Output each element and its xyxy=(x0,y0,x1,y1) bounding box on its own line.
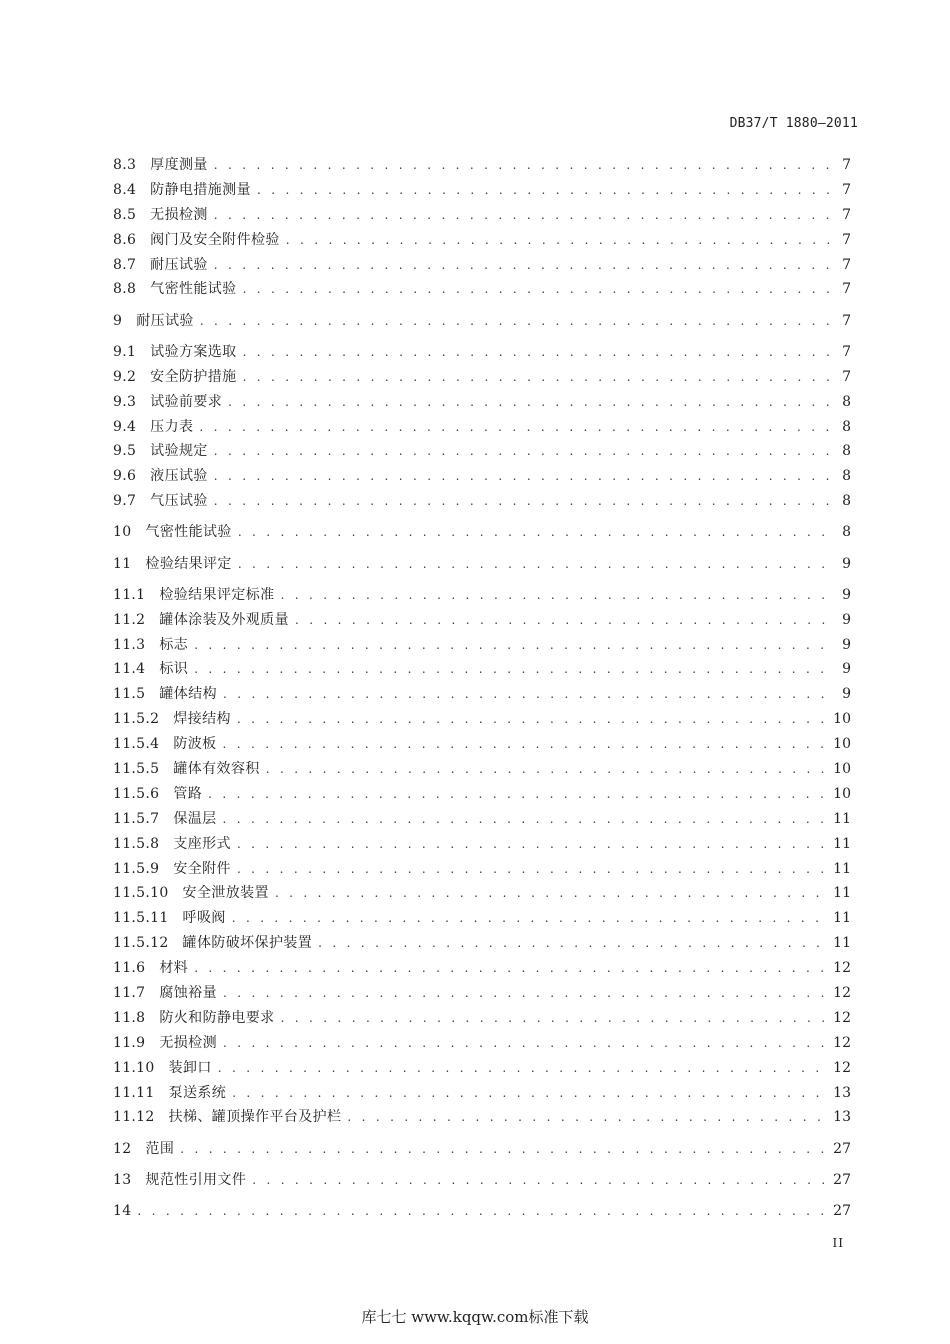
toc-entry-title: 规范性引用文件 xyxy=(145,1171,247,1188)
toc-entry-number: 8.6 xyxy=(113,231,137,248)
toc-entry[interactable] xyxy=(113,1168,851,1193)
toc-entry[interactable] xyxy=(113,489,851,514)
toc-entry-title: 压力表 xyxy=(150,418,194,435)
toc-entry-number: 14 xyxy=(113,1203,132,1219)
toc-entry[interactable] xyxy=(113,253,851,278)
toc-entry[interactable] xyxy=(113,1199,851,1224)
document-code: DB37/T 1880—2011 xyxy=(729,116,858,131)
toc-leader-dots xyxy=(238,552,829,577)
toc-entry[interactable] xyxy=(113,228,851,253)
toc-entry-page: 8 xyxy=(842,418,851,435)
toc-entry[interactable] xyxy=(113,277,851,302)
toc-entry-page: 9 xyxy=(842,555,851,572)
toc-entry-title: 气压试验 xyxy=(150,493,208,510)
toc-entry-title: 安全防护措施 xyxy=(150,368,237,385)
toc-entry-page: 11 xyxy=(833,810,851,827)
toc-entry[interactable] xyxy=(113,1105,851,1130)
toc-leader-dots xyxy=(243,277,829,302)
toc-entry-title: 检验结果评定 xyxy=(145,555,232,572)
toc-entry-title: 无损检测 xyxy=(150,206,208,223)
toc-entry-page: 8 xyxy=(842,493,851,510)
toc-entry-page: 8 xyxy=(842,524,851,541)
toc-leader-dots xyxy=(208,782,829,807)
toc-entry-number: 12 xyxy=(113,1140,132,1157)
toc-entry-title: 防火和防静电要求 xyxy=(159,1009,275,1026)
toc-entry-page: 7 xyxy=(842,157,851,173)
toc-entry-number: 11.11 xyxy=(113,1084,155,1101)
toc-entry-number: 11.5.4 xyxy=(113,736,160,753)
table-of-contents xyxy=(113,153,851,1224)
toc-entry-page: 7 xyxy=(842,256,851,273)
toc-entry-number: 8.4 xyxy=(113,181,137,198)
toc-entry-page: 9 xyxy=(842,686,851,703)
toc-entry-page: 11 xyxy=(833,910,851,927)
toc-entry-title: 范围 xyxy=(145,1140,175,1157)
toc-leader-dots xyxy=(214,203,829,228)
toc-entry-number: 11.5.10 xyxy=(113,885,169,902)
toc-leader-dots xyxy=(237,832,829,857)
toc-entry[interactable] xyxy=(113,757,851,782)
toc-entry[interactable] xyxy=(113,1081,851,1106)
toc-entry-title: 试验方案选取 xyxy=(150,343,237,360)
toc-entry-page: 7 xyxy=(842,231,851,248)
toc-entry-number: 9.6 xyxy=(113,468,137,485)
toc-leader-dots xyxy=(281,583,829,608)
toc-entry-page: 10 xyxy=(833,785,851,802)
toc-entry-number: 9.5 xyxy=(113,443,137,460)
toc-entry-number: 11.7 xyxy=(113,984,146,1001)
toc-leader-dots xyxy=(257,178,829,203)
toc-leader-dots xyxy=(232,906,829,931)
toc-entry-number: 9.1 xyxy=(113,343,137,360)
toc-entry-number: 9.4 xyxy=(113,418,137,435)
toc-entry[interactable] xyxy=(113,807,851,832)
toc-entry-title: 检验结果评定标准 xyxy=(159,586,275,603)
toc-entry-page: 7 xyxy=(842,343,851,360)
toc-entry-title: 防静电措施测量 xyxy=(150,181,251,198)
toc-entry[interactable] xyxy=(113,365,851,390)
toc-entry-title: 气密性能试验 xyxy=(145,524,232,541)
toc-entry-page: 12 xyxy=(833,960,851,977)
toc-entry-page: 10 xyxy=(833,711,851,728)
toc-entry-page: 8 xyxy=(842,443,851,460)
toc-leader-dots xyxy=(275,881,829,906)
toc-entry[interactable] xyxy=(113,153,851,178)
page-number: II xyxy=(832,1236,844,1250)
toc-leader-dots xyxy=(266,757,829,782)
toc-entry-page: 13 xyxy=(833,1109,851,1126)
toc-entry-number: 11 xyxy=(113,555,132,572)
toc-entry-number: 11.1 xyxy=(113,586,146,603)
toc-entry-number: 11.4 xyxy=(113,661,146,678)
toc-entry-title: 厚度测量 xyxy=(150,157,208,173)
toc-entry[interactable] xyxy=(113,340,851,365)
toc-entry-page: 12 xyxy=(833,1059,851,1076)
toc-entry[interactable] xyxy=(113,1031,851,1056)
toc-leader-dots xyxy=(137,1199,829,1224)
toc-entry-number: 11.5.2 xyxy=(113,711,160,728)
toc-leader-dots xyxy=(214,253,829,278)
toc-entry-title: 阀门及安全附件检验 xyxy=(150,231,280,248)
toc-entry-number: 13 xyxy=(113,1171,132,1188)
toc-entry-number: 11.3 xyxy=(113,636,146,653)
toc-entry-page: 12 xyxy=(833,1009,851,1026)
toc-entry[interactable] xyxy=(113,203,851,228)
toc-entry-page: 10 xyxy=(833,736,851,753)
toc-entry[interactable] xyxy=(113,1137,851,1162)
toc-leader-dots xyxy=(194,956,829,981)
toc-entry[interactable] xyxy=(113,415,851,440)
toc-leader-dots xyxy=(243,365,829,390)
footer-watermark: 库七七 www.kqqw.com标准下载 xyxy=(361,1308,589,1326)
toc-entry-title: 扶梯、罐顶操作平台及护栏 xyxy=(168,1109,342,1126)
toc-entry-page: 9 xyxy=(842,586,851,603)
toc-entry-number: 11.5.5 xyxy=(113,760,160,777)
toc-entry-title: 标识 xyxy=(159,661,189,678)
toc-entry-title: 泵送系统 xyxy=(168,1084,227,1101)
toc-entry-title: 防波板 xyxy=(173,736,217,753)
toc-entry-page: 11 xyxy=(833,835,851,852)
toc-leader-dots xyxy=(194,657,829,682)
toc-entry-number: 8.8 xyxy=(113,281,137,298)
toc-leader-dots xyxy=(318,931,829,956)
toc-entry-title: 腐蚀裕量 xyxy=(159,984,217,1001)
toc-entry-number: 9.7 xyxy=(113,493,137,510)
toc-entry[interactable] xyxy=(113,1056,851,1081)
toc-entry[interactable] xyxy=(113,981,851,1006)
toc-entry[interactable] xyxy=(113,657,851,682)
toc-entry-number: 11.10 xyxy=(113,1059,155,1076)
toc-entry-title: 材料 xyxy=(159,960,189,977)
toc-entry-number: 8.7 xyxy=(113,256,137,273)
toc-entry[interactable] xyxy=(113,390,851,415)
toc-leader-dots xyxy=(347,1105,829,1130)
toc-entry-title: 液压试验 xyxy=(150,468,208,485)
toc-entry-title: 装卸口 xyxy=(168,1059,212,1076)
toc-entry[interactable] xyxy=(113,931,851,956)
toc-entry-page: 7 xyxy=(842,312,851,329)
toc-entry-number: 10 xyxy=(113,524,132,541)
toc-entry-page: 7 xyxy=(842,368,851,385)
toc-entry-title: 标志 xyxy=(159,636,189,653)
toc-entry-page: 9 xyxy=(842,611,851,628)
toc-entry-number: 11.5.7 xyxy=(113,810,160,827)
toc-entry-title: 管路 xyxy=(173,785,203,802)
toc-entry[interactable] xyxy=(113,1006,851,1031)
toc-leader-dots xyxy=(286,228,829,253)
toc-entry-page: 10 xyxy=(833,760,851,777)
toc-entry[interactable] xyxy=(113,881,851,906)
toc-leader-dots xyxy=(228,390,829,415)
toc-entry-page: 11 xyxy=(833,860,851,877)
toc-leader-dots xyxy=(214,464,829,489)
toc-entry-page: 27 xyxy=(833,1203,851,1219)
toc-entry-number: 9.3 xyxy=(113,393,137,410)
toc-entry-page: 11 xyxy=(833,885,851,902)
toc-entry-page: 12 xyxy=(833,1034,851,1051)
toc-entry[interactable] xyxy=(113,857,851,882)
toc-entry-page: 9 xyxy=(842,661,851,678)
toc-leader-dots xyxy=(194,633,829,658)
toc-entry-number: 9 xyxy=(113,312,123,329)
toc-entry-title: 气密性能试验 xyxy=(150,281,237,298)
toc-leader-dots xyxy=(223,807,829,832)
toc-entry[interactable] xyxy=(113,309,851,334)
toc-entry-title: 耐压试验 xyxy=(136,312,194,329)
toc-entry[interactable] xyxy=(113,439,851,464)
toc-entry[interactable] xyxy=(113,732,851,757)
toc-entry-page: 7 xyxy=(842,181,851,198)
toc-entry-title: 罐体涂装及外观质量 xyxy=(159,611,289,628)
toc-leader-dots xyxy=(180,1137,829,1162)
toc-entry-page: 8 xyxy=(842,393,851,410)
toc-leader-dots xyxy=(218,1056,829,1081)
toc-entry-page: 13 xyxy=(833,1084,851,1101)
toc-entry-title: 焊接结构 xyxy=(173,711,231,728)
toc-entry[interactable] xyxy=(113,583,851,608)
toc-entry-number: 11.5 xyxy=(113,686,146,703)
toc-entry-page: 27 xyxy=(833,1171,851,1188)
toc-entry[interactable] xyxy=(113,906,851,931)
toc-entry-title: 罐体有效容积 xyxy=(173,760,260,777)
toc-leader-dots xyxy=(252,1168,829,1193)
toc-leader-dots xyxy=(199,415,829,440)
toc-leader-dots xyxy=(214,439,829,464)
toc-leader-dots xyxy=(295,608,829,633)
toc-entry[interactable] xyxy=(113,520,851,545)
toc-entry[interactable] xyxy=(113,956,851,981)
toc-entry[interactable] xyxy=(113,464,851,489)
toc-leader-dots xyxy=(200,309,829,334)
toc-leader-dots xyxy=(238,520,829,545)
toc-entry-number: 11.5.11 xyxy=(113,910,169,927)
toc-entry-title: 耐压试验 xyxy=(150,256,208,273)
toc-entry[interactable] xyxy=(113,707,851,732)
toc-entry-number: 8.3 xyxy=(113,157,137,173)
toc-entry[interactable] xyxy=(113,178,851,203)
toc-entry[interactable] xyxy=(113,782,851,807)
toc-entry-title: 罐体结构 xyxy=(159,686,217,703)
toc-leader-dots xyxy=(223,682,829,707)
toc-entry-number: 11.2 xyxy=(113,611,146,628)
toc-leader-dots xyxy=(214,153,829,178)
toc-entry-number: 8.5 xyxy=(113,206,137,223)
toc-entry-title: 呼吸阀 xyxy=(182,910,226,927)
toc-leader-dots xyxy=(223,732,829,757)
toc-entry[interactable] xyxy=(113,832,851,857)
toc-leader-dots xyxy=(237,707,829,732)
toc-leader-dots xyxy=(281,1006,829,1031)
toc-entry[interactable] xyxy=(113,552,851,577)
toc-entry-number: 11.5.6 xyxy=(113,785,160,802)
toc-entry-page: 27 xyxy=(833,1140,851,1157)
toc-entry-page: 12 xyxy=(833,984,851,1001)
toc-entry-title: 支座形式 xyxy=(173,835,231,852)
toc-entry-title: 安全泄放装置 xyxy=(182,885,269,902)
toc-entry-number: 11.12 xyxy=(113,1109,155,1126)
toc-entry-title: 安全附件 xyxy=(173,860,231,877)
toc-leader-dots xyxy=(223,1031,829,1056)
toc-entry-page: 8 xyxy=(842,468,851,485)
toc-entry-title: 罐体防破坏保护装置 xyxy=(182,935,313,952)
toc-entry-page: 11 xyxy=(833,935,851,952)
toc-entry-number: 11.8 xyxy=(113,1009,146,1026)
toc-leader-dots xyxy=(214,489,829,514)
toc-entry-number: 11.6 xyxy=(113,960,146,977)
toc-entry-number: 11.9 xyxy=(113,1034,146,1051)
toc-leader-dots xyxy=(223,981,829,1006)
toc-entry-page: 7 xyxy=(842,206,851,223)
toc-entry-title: 试验规定 xyxy=(150,443,208,460)
toc-leader-dots xyxy=(237,857,829,882)
toc-entry-number: 9.2 xyxy=(113,368,137,385)
toc-entry[interactable] xyxy=(113,608,851,633)
toc-entry[interactable] xyxy=(113,682,851,707)
toc-entry-number: 11.5.12 xyxy=(113,935,169,952)
toc-entry-page: 9 xyxy=(842,636,851,653)
toc-entry-number: 11.5.8 xyxy=(113,835,160,852)
toc-entry-title: 无损检测 xyxy=(159,1034,217,1051)
toc-entry-title: 保温层 xyxy=(173,810,217,827)
toc-entry-page: 7 xyxy=(842,281,851,298)
toc-entry-title: 试验前要求 xyxy=(150,393,223,410)
toc-entry[interactable] xyxy=(113,633,851,658)
toc-entry-number: 11.5.9 xyxy=(113,860,160,877)
toc-leader-dots xyxy=(232,1081,829,1106)
toc-leader-dots xyxy=(243,340,829,365)
